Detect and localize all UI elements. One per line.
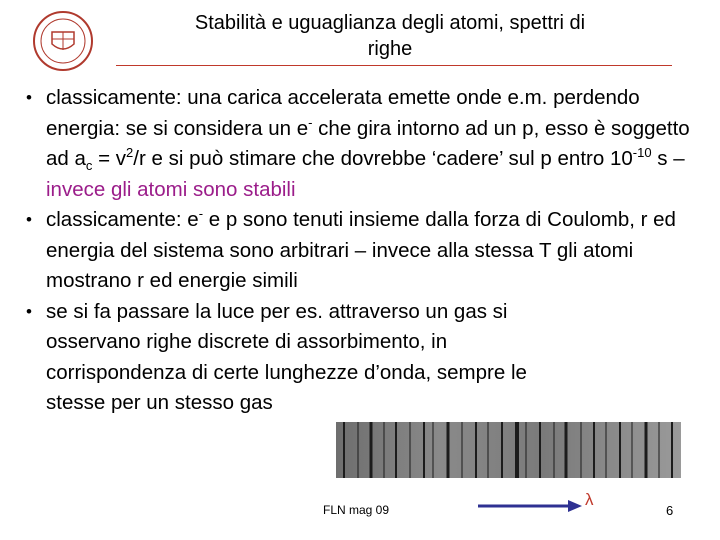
bullet-text: classicamente: una carica accelerata emette onde e.m. perdendo energia — [46, 86, 640, 140]
bullet-item-2 — [20, 205, 700, 297]
bullet-text: : se si considera un e — [114, 116, 309, 140]
bullet-dot-icon: • — [26, 301, 32, 321]
title-line-2: righe — [367, 38, 413, 60]
right-arrow-icon — [478, 499, 582, 513]
title-line-1: Stabilità e uguaglianza degli atomi, spettri di — [194, 12, 586, 34]
bullet-list — [20, 83, 700, 419]
bullet-text: e p sono tenuti insieme dalla forza di Coulomb, r ed energia del sistema sono arbitrari – invece alla stessa T gli atomi mostrano r ed energie simili — [46, 208, 676, 292]
superscript: - — [308, 114, 313, 130]
bullet-text: classicamente: e — [46, 208, 199, 231]
superscript: - — [198, 206, 204, 222]
bullet-line: osservano righe discrete di assorbimento, in — [46, 330, 448, 353]
superscript: 2 — [126, 145, 134, 161]
university-seal-icon — [24, 10, 102, 72]
highlighted-text: invece gli atomi sono stabili — [46, 177, 296, 201]
absorption-spectrum-image — [336, 422, 681, 478]
bullet-line: corrispondenza di certe lunghezze d’onda, sempre le — [46, 360, 527, 384]
footer-text: FLN mag 09 — [323, 503, 390, 517]
bullet-line: se si fa passare la luce per es. attraverso un gas si — [46, 299, 508, 323]
subscript: c — [85, 158, 93, 174]
bullet-text: s – — [651, 147, 685, 170]
wavelength-symbol: λ — [585, 490, 594, 509]
bullet-text: che gira intorno ad un p, esso è soggetto ad a — [46, 116, 690, 170]
bullet-dot-icon: • — [26, 210, 32, 229]
title-divider — [116, 65, 672, 66]
superscript: -10 — [632, 145, 652, 161]
slide-title — [110, 10, 670, 62]
bullet-item-3 — [20, 297, 700, 419]
bullet-item-1 — [20, 83, 700, 205]
bullet-text: /r e si può stimare che dovrebbe ‘cadere’ sul p entro 10 — [133, 147, 633, 170]
bullet-line: stesse per un stesso gas — [46, 391, 273, 414]
bullet-text: = v — [92, 147, 127, 170]
page-number: 6 — [666, 503, 674, 518]
bullet-dot-icon: • — [26, 88, 32, 107]
